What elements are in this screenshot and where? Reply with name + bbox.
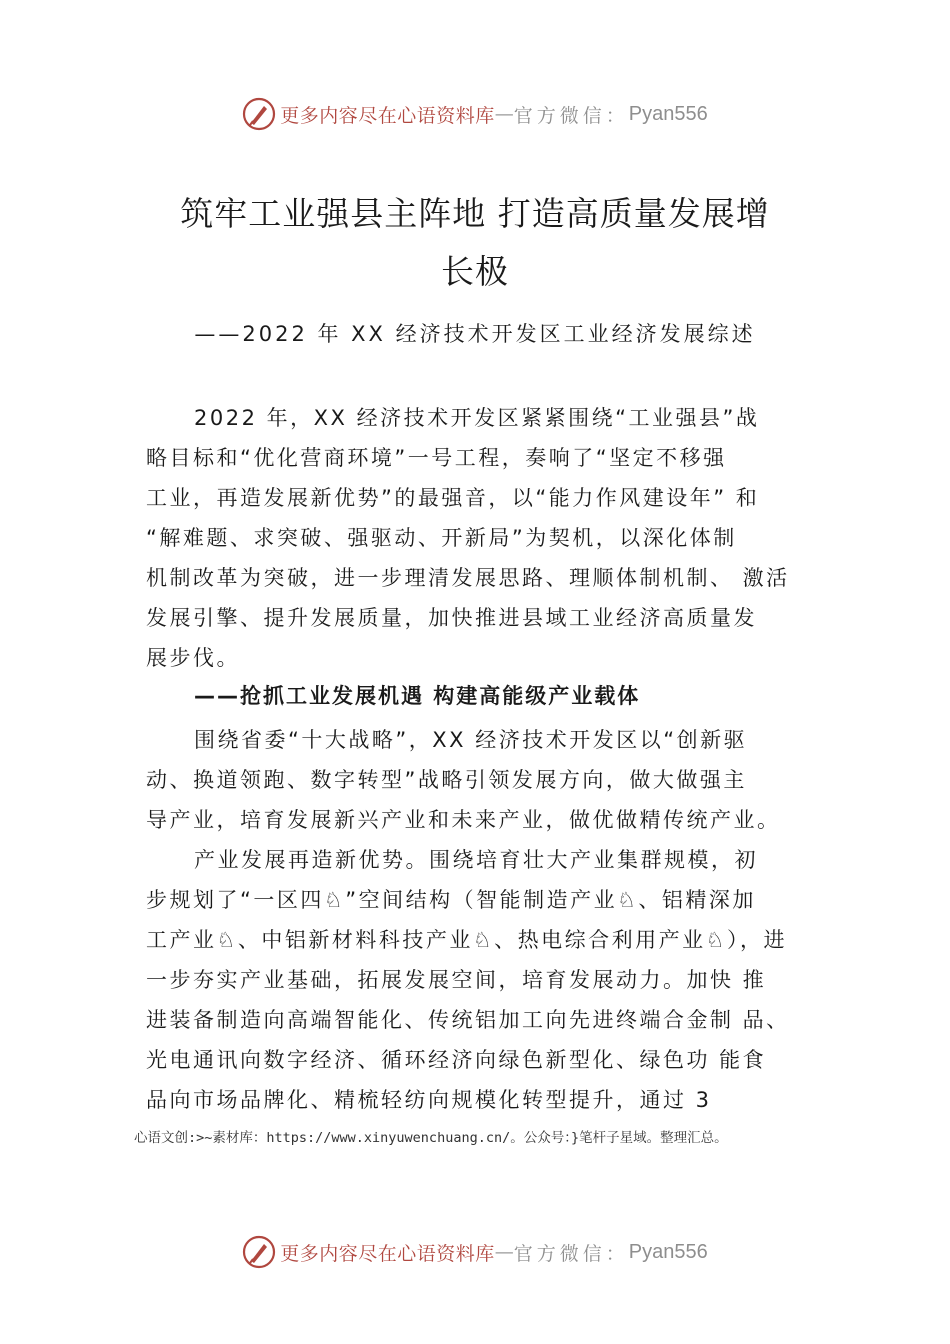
- source-footnote: 心语文创:>~素材库：https://www.xinyuwenchuang.cn/。公众号：}笔杆子星域。整理汇总。: [134, 1130, 728, 1146]
- paragraph-2-line: 围绕省委“十大战略”，XX 经济技术开发区以“创新驱: [194, 728, 748, 752]
- paragraph-3-line: 工产业♘、中铝新材料科技产业♘、热电综合利用产业♘），进: [146, 928, 787, 952]
- paragraph-1-line: 略目标和“优化营商环境”一号工程，奏响了“坚定不移强: [146, 446, 727, 470]
- quill-pen-logo-icon: [242, 97, 276, 131]
- document-subtitle: ——2022 年 XX 经济技术开发区工业经济发展综述: [194, 322, 756, 346]
- paragraph-2-line: 导产业，培育发展新兴产业和未来产业，做优做精传统产业。: [146, 808, 781, 832]
- top-banner: [0, 94, 950, 134]
- paragraph-3-line: 品向市场品牌化、精梳轻纺向规模化转型提升，通过 3: [146, 1088, 712, 1112]
- document-body-continued: [146, 720, 836, 1120]
- document-title-line-2: 长极: [441, 252, 509, 291]
- banner-dash: —: [494, 103, 514, 125]
- banner-brand-text: 更多内容尽在心语资料库: [280, 104, 495, 127]
- paragraph-1-line: 展步伐。: [146, 646, 240, 670]
- document-title-line-1: 筑牢工业强县主阵地 打造高质量发展增: [180, 194, 770, 233]
- banner-wechat-label: 官方微信：: [513, 1242, 629, 1265]
- paragraph-3-line: 进装备制造向高端智能化、传统铝加工向先进终端合金制 品、: [146, 1008, 790, 1032]
- quill-pen-logo-icon: [242, 1235, 276, 1269]
- paragraph-1-line: 发展引擎、提升发展质量，加快推进县域工业经济高质量发: [146, 606, 757, 630]
- paragraph-3-line: 光电通讯向数字经济、循环经济向绿色新型化、绿色功 能食: [146, 1048, 767, 1072]
- bottom-banner: [0, 1232, 950, 1272]
- paragraph-3-line: 步规划了“一区四♘”空间结构（智能制造产业♘、铝精深加: [146, 888, 756, 912]
- banner-wechat-id: Pyan556: [628, 102, 708, 125]
- paragraph-1-line: “解难题、求突破、强驱动、开新局”为契机，以深化体制: [146, 526, 737, 550]
- document-body: [146, 398, 836, 678]
- paragraph-1-line: 2022 年，XX 经济技术开发区紧紧围绕“工业强县”战: [194, 406, 760, 430]
- paragraph-3-line: 产业发展再造新优势。围绕培育壮大产业集群规模，初: [194, 848, 758, 872]
- paragraph-3-line: 一步夯实产业基础，拓展发展空间，培育发展动力。加快 推: [146, 968, 767, 992]
- banner-wechat-label: 官方微信：: [513, 104, 629, 127]
- paragraph-1-line: 工业，再造发展新优势”的最强音，以“能力作风建设年” 和: [146, 486, 760, 510]
- paragraph-2-line: 动、换道领跑、数字转型”战略引领发展方向，做大做强主: [146, 768, 747, 792]
- section-heading: ——抢抓工业发展机遇 构建高能级产业载体: [194, 684, 641, 708]
- banner-dash: —: [494, 1241, 514, 1263]
- banner-wechat-id: Pyan556: [628, 1240, 708, 1263]
- paragraph-1-line: 机制改革为突破，进一步理清发展思路、理顺体制机制、 激活: [146, 566, 790, 590]
- banner-brand-text: 更多内容尽在心语资料库: [280, 1242, 495, 1265]
- section-heading-wrap: [146, 676, 836, 716]
